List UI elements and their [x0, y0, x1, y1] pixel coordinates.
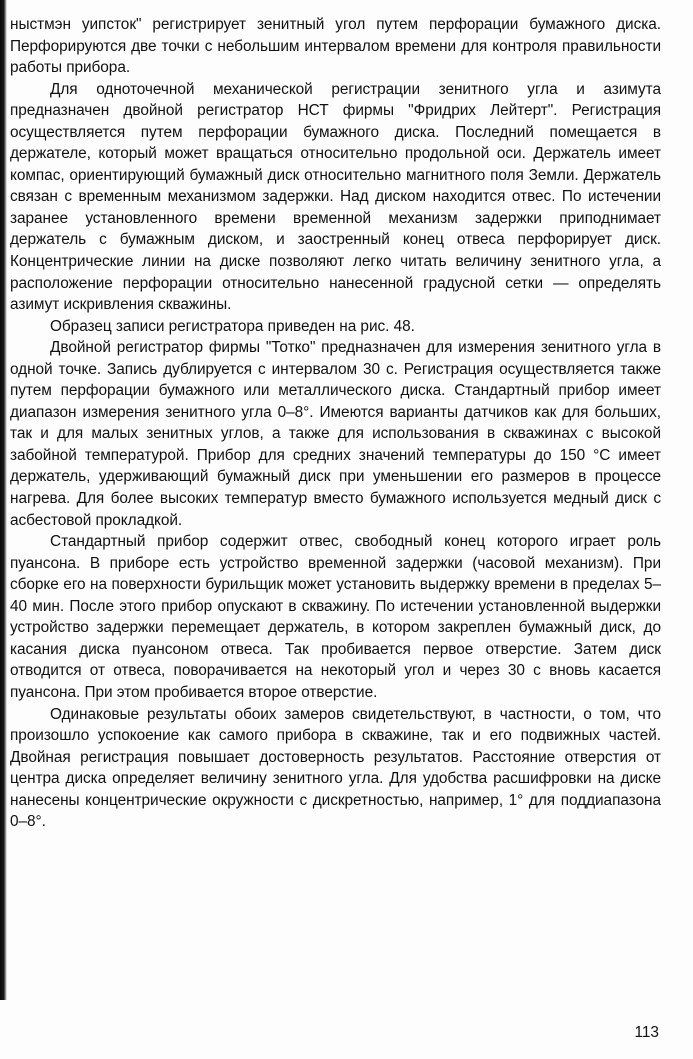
paragraph-6: Одинаковые результаты обоих замеров свидетельствуют, в частности, о том, что произошло успокоение как самого прибора в скважине, так и его подвижных частей. Двойная регистрация повышает достоверность результатов. Расстояние отверстия от центра диска определяет величину зенитного угла. Для удобства расшифровки на диске нанесены концентрические окружности с дискретностью, например, 1° для поддиапазона 0–8°.	[10, 705, 661, 831]
page-text	[10, 14, 661, 833]
paragraph-2: Для одноточечной механической регистрации зенитного угла и азимута предназначен двойной регистратор НСТ фирмы "Фридрих Лейтерт". Регистрация осуществляется путем перфорации бумажного диска. Последний помещается в держателе, который может вращаться относительно продольной оси. Держатель имеет компас, ориентирующий бумажный диск относительно магнитного поля Земли. Держатель связан с временным механизмом задержки. Над диском находится отвес. По истечении заранее установленного времени временной механизм задержки приподнимает держатель с бумажным диском, и заостренный конец отвеса перфорирует диск. Концентрические линии на диске позволяют легко читать величину зенитного угла, а расположение перфорации относительно нанесенной градусной сетки — определять азимут искривления скважины.	[10, 80, 661, 314]
page-number: 113	[634, 1024, 659, 1041]
paragraph-1: ныстмэн уипсток" регистрирует зенитный угол путем перфорации бумажного диска. Перфорируются две точки с небольшим интервалом времени для контроля правильности работы прибора.	[10, 16, 661, 77]
paragraph-4: Двойной регистратор фирмы "Тотко" предназначен для измерения зенитного угла в одной точке. Запись дублируется с интервалом 30 с. Регистрация осуществляется также путем перфорации бумажного или металлического диска. Стандартный прибор имеет диапазон измерения зенитного угла 0–8°. Имеются варианты датчиков как для больших, так и для малых зенитных углов, а также для использования в скважинах с высокой забойной температурой. Прибор для средних значений температуры до 150 °С имеет держатель, удерживающий бумажный диск при уменьшении его размеров в процессе нагрева. Для более высоких температур вместо бумажного используется медный диск с асбестовой прокладкой.	[10, 339, 661, 529]
binding-shadow	[0, 0, 7, 1000]
paragraph-5: Стандартный прибор содержит отвес, свободный конец которого играет роль пуансона. В приборе есть устройство временной задержки (часовой механизм). При сборке его на поверхности бурильщик может установить выдержку времени в пределах 5–40 мин. После этого прибор опускают в скважину. По истечении установленной выдержки устройство задержки перемещает держатель, в котором закреплен бумажный диск, до касания диска пуансоном отвеса. Так пробивается первое отверстие. Затем диск отводится от отвеса, поворачивается на некоторый угол и через 30 с вновь касается пуансона. При этом пробивается второе отверстие.	[10, 533, 661, 701]
paragraph-3: Образец записи регистратора приведен на рис. 48.	[50, 317, 415, 335]
